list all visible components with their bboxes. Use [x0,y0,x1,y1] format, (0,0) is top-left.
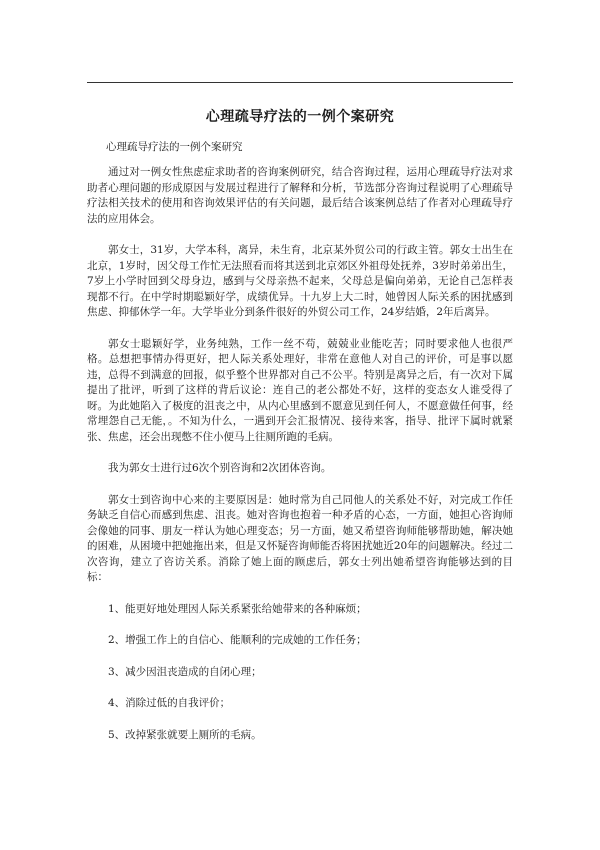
goal-item: 5、改掉紧张就要上厕所的毛病。 [108,728,262,741]
goal-item: 4、消除过低的自我评价； [108,697,231,709]
paragraph-sessions: 我为郭女士进行过6次个别咨询和2次团体咨询。 [108,462,332,474]
paragraph-background: 郭女士，31岁，大学本科，离异，未生育，北京某外贸公司的行政主管。郭女士出生在北京，1岁时，因父母工作忙无法照看而将其送到北京郊区外祖母处抚养，3岁时弟弟出生，7岁上小学时回到父母身边，感到与父母亲热不起来，父母总是偏向弟弟，无论自己怎样表现都不行。在中学时期聪颖好学，成绩优异。十九岁上大二时，她曾因人际关系的困扰感到焦虑、抑郁休学一年。大学毕业分到条件很好的外贸公司工作，24岁结婚，2年后离异。 [87,244,513,318]
header-rule [87,82,513,83]
goal-item: 2、增强工作上的自信心、能顺利的完成她的工作任务； [108,634,367,646]
document-subtitle: 心理疏导疗法的一例个案研究 [106,141,243,153]
goal-item: 3、减少因沮丧造成的自闭心理； [108,665,262,678]
document-title: 心理疏导疗法的一例个案研究 [205,109,395,125]
paragraph-abstract: 通过对一例女性焦虑症求助者的咨询案例研究，结合咨询过程，运用心理疏导疗法对求助者心理问题的形成原因与发展过程进行了解释和分析，节选部分咨询过程说明了心理疏导疗法相关技术的使用和咨询效果评估的有关问题，最后结合该案例总结了作者对心理疏导疗法的应用体会。 [87,166,513,225]
paragraph-reasons: 郭女士到咨询中心来的主要原因是：她时常为自己同他人的关系处不好，对完成工作任务缺乏自信心而感到焦虑、沮丧。她对咨询也抱着一种矛盾的心态，一方面，她担心咨询师会像她的同事、朋友一样认为她心理变态；另一方面，她又希望咨询师能够帮助她，解决她的困难，从困境中把她拖出来，但是又怀疑咨询师能否将困扰她近20年的问题解决。经过二次咨询，建立了咨访关系。消除了她上面的顾虑后，郭女士列出她希望咨询能够达到的目标： [87,493,513,583]
goal-item: 1、能更好地处理因人际关系紧张给她带来的各种麻烦； [108,602,367,615]
document-body [87,165,513,759]
paragraph-personality: 郭女士聪颖好学，业务纯熟，工作一丝不苟，兢兢业业能吃苦；同时要求他人也很严格。总想把事情办得更好，把人际关系处理好，非常在意他人对自己的评价，可是事以愿违，总得不到满意的回报，似乎整个世界都对自己不公平。特别是离异之后，有一次对下属提出了批评，听到了这样的背后议论：连自己的老公都处不好，这样的变态女人谁受得了呀。为此她陷入了极度的沮丧之中，从内心里感到不愿意见到任何人，不愿意做任何事，经常埋怨自己无能，。不知为什么，一遇到开会汇报情况、接待来客，指导、批评下属时就紧张、焦虑，还会出现憋不住小便马上往厕所跑的毛病。 [87,337,513,443]
